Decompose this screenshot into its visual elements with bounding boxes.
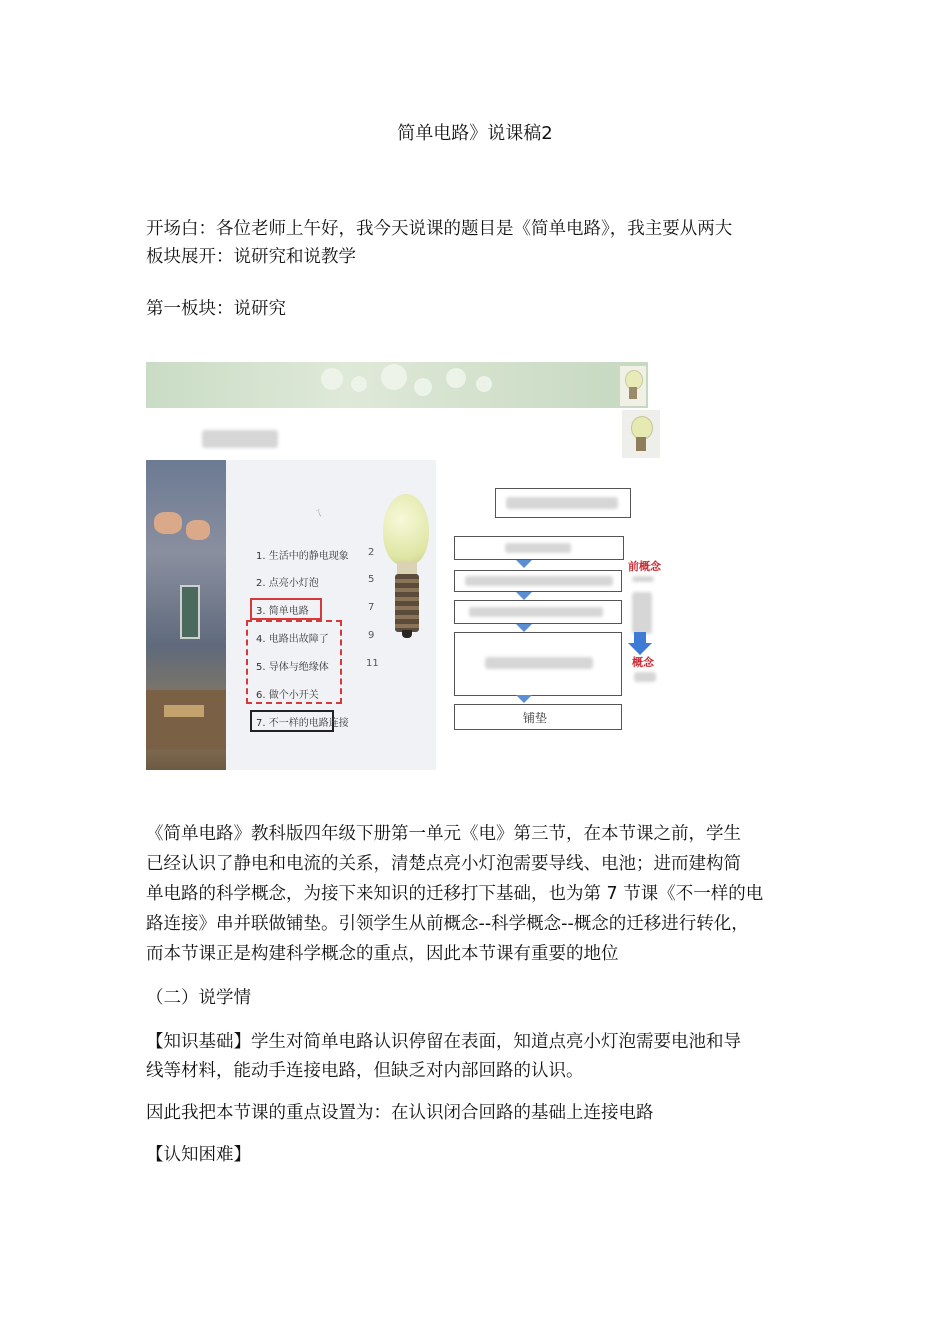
- paragraph-1-line-3: 单电路的科学概念，为接下来知识的迁移打下基础，也为第 7 节课《不一样的电: [146, 884, 764, 904]
- flow-box-2: [454, 570, 622, 592]
- toc-item-3: 3. 简单电路: [256, 606, 309, 617]
- blurred-heading: [202, 430, 278, 448]
- bulb-thumbnail: [622, 410, 660, 458]
- figure-collage: [146, 362, 676, 772]
- slide-banner: [146, 362, 648, 408]
- flow-arrow: [516, 560, 532, 568]
- flow-arrow: [516, 624, 532, 632]
- circuit-photo: [146, 460, 226, 770]
- key-point: 因此我把本节课的重点设置为：在认识闭合回路的基础上连接电路: [146, 1103, 654, 1123]
- bulb-thumbnail-top: [620, 366, 646, 406]
- toc-page-3: 7: [368, 602, 375, 613]
- intro-line-2: 板块展开：说研究和说教学: [146, 247, 356, 267]
- flow-arrow: [516, 592, 532, 600]
- document-title: 简单电路》说课稿2: [397, 123, 553, 144]
- toc-item-4: 4. 电路出故障了: [256, 634, 329, 645]
- toc-item-2: 2. 点亮小灯泡: [256, 578, 319, 589]
- paving-label: 铺垫: [523, 711, 548, 725]
- toc-item-5: 5. 导体与绝缘体: [256, 662, 329, 673]
- knowledge-line-2: 线等材料，能动手连接电路，但缺乏对内部回路的认识。: [146, 1061, 584, 1081]
- toc-item-1: 1. 生活中的静电现象: [256, 551, 349, 562]
- toc-page-1: 2: [368, 547, 375, 558]
- toc-item-6: 6. 做个小开关: [256, 690, 319, 701]
- toc-item-7: 7. 不一样的电路连接: [256, 718, 349, 729]
- flow-box-3: [454, 600, 622, 624]
- flow-box-4: [454, 632, 622, 696]
- section-heading-learning: （二）说学情: [146, 988, 251, 1008]
- paragraph-1-line-1: 《简单电路》教科版四年级下册第一单元《电》第三节，在本节课之前，学生: [146, 824, 741, 844]
- toc-page-5: 11: [366, 658, 379, 669]
- paragraph-1-line-5: 而本节课正是构建科学概念的重点，因此本节课有重要的地位: [146, 944, 619, 964]
- flow-title-box: [495, 488, 631, 518]
- paragraph-1-line-4: 路连接》串并联做铺垫。引领学生从前概念--科学概念--概念的迁移进行转化，: [146, 914, 749, 934]
- flow-arrow: [516, 695, 532, 703]
- toc-page-2: 5: [368, 574, 375, 585]
- pre-concept-label: 前概念: [628, 560, 661, 573]
- knowledge-line-1: 【知识基础】学生对简单电路认识停留在表面，知道点亮小灯泡需要电池和导: [146, 1032, 741, 1052]
- difficulty-heading: 【认知困难】: [146, 1145, 251, 1165]
- flow-box-paving: [454, 704, 622, 730]
- paragraph-1-line-2: 已经认识了静电和电流的关系，清楚点亮小灯泡需要导线、电池；进而建构简: [146, 854, 741, 874]
- intro-line-1: 开场白：各位老师上午好，我今天说课的题目是《简单电路》，我主要从两大: [146, 219, 733, 239]
- concept-label: 概念: [632, 656, 654, 669]
- section-heading-research: 第一板块：说研究: [146, 299, 286, 319]
- decorative-mark: ㄟ: [313, 508, 323, 519]
- bulb-illustration: [383, 494, 433, 644]
- toc-page-4: 9: [368, 630, 375, 641]
- flow-box-1: [454, 536, 624, 560]
